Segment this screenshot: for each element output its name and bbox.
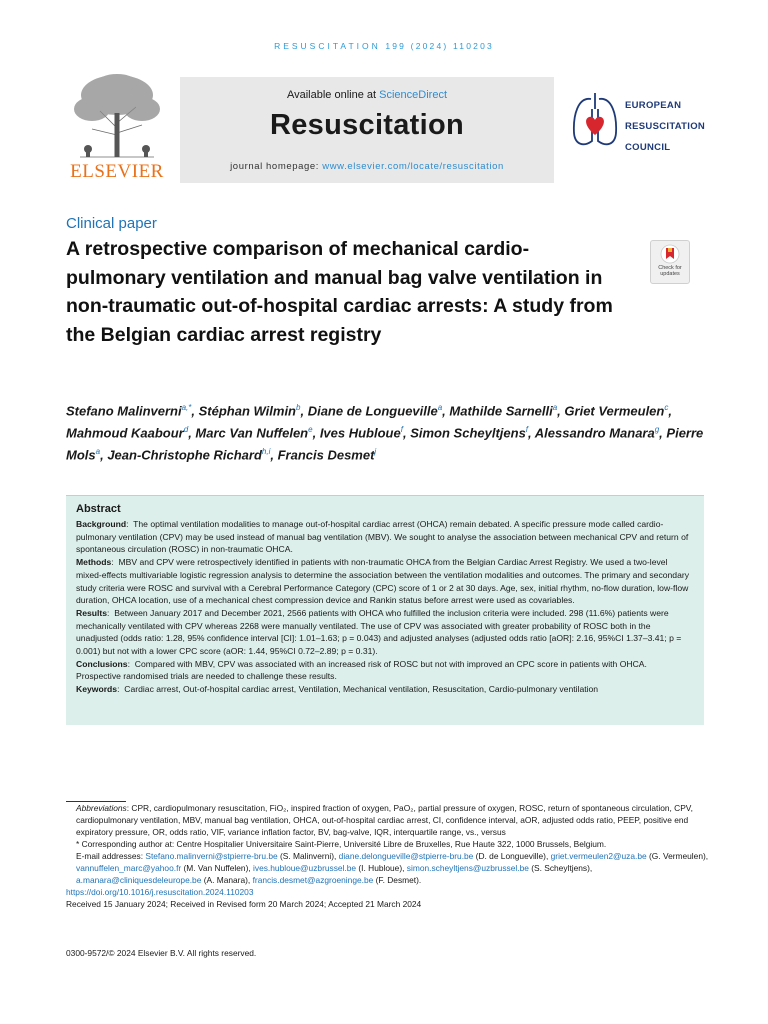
affiliation-marker[interactable]: f — [525, 424, 529, 434]
received-dates: Received 15 January 2024; Received in Revised form 20 March 2024; Accepted 21 March 2024 — [66, 899, 422, 909]
masthead — [66, 73, 710, 188]
abstract-box — [66, 495, 704, 725]
keywords-label: Keywords — [76, 684, 118, 695]
email-owner: (I. Hubloue), — [358, 863, 405, 873]
conclusions-text: Compared with MBV, CPV was associated with an increased risk of ROSC but not with improved an CPC score in patients with OHCA. Prospective randomised trials are needed to challenge these results. — [76, 658, 647, 682]
email-owner: (F. Desmet). — [375, 875, 422, 885]
email-addresses — [66, 850, 710, 886]
abstract-results: Results: Between January 2017 and December 2021, 2566 patients with OHCA who fulfilled the inclusion criteria were included. 298 (11.6%) patients were mechanically ventilated with CPV whereas 2268 were manually ventilated. The use of CPV was associated with greater probability of ROSC both in the unadjusted (odds ratio: 1.28, 95% confidence interval [CI]: 1.01–1.63; p = 0.043) and adjusted analyses (adjusted odds ratio [aOR]: 2.16, 95%CI 1.37–3.41; p = 0.001) but not with a lower CPC score (aOR: 1.44, 95%CI 0.72–2.89; p = 0.31). — [76, 607, 682, 657]
copyright-notice: 0300-9572/© 2024 Elsevier B.V. All rights reserved. — [66, 948, 257, 958]
abbreviations-footnote: Abbreviations: CPR, cardiopulmonary resuscitation, FiO₂, inspired fraction of oxygen, PaO₂, partial pressure of oxygen, ROSC, return of spontaneous circulation, CPV, cardiopulmonary ventilation, MBV, manual bag ventilation, OHCA, out-of-hospital cardiac arrest, CI, confidence interval, aOR, adjusted odds ratio, PEEP, positive end expiratory pressure, OR, odds ratio, VIF, variance inflation factor, BV, bag-valve, IQR, interquartile range, vs., versus — [76, 803, 693, 837]
abstract-background: Background: The optimal ventilation modalities to manage out-of-hospital cardiac arrest (OHCA) remain debated. A specific pressure mode called cardio-pulmonary ventilation (CPV) may be used instead of manual bag ventilation (MBV). We sought to analyse the association between mechanical CPV and return of spontaneous circulation (ROSC) in non-traumatic OHCA. — [76, 519, 689, 555]
abbreviations-label: Abbreviations — [76, 803, 127, 813]
erc-logo[interactable] — [570, 87, 710, 157]
author-name: Diane de Longueville — [307, 403, 438, 419]
running-head-volume: 199 (2024) 110203 — [385, 41, 494, 51]
affiliation-marker[interactable]: a,* — [181, 403, 192, 412]
email-link[interactable]: francis.desmet@azgroeninge.be — [252, 875, 374, 885]
lungs-heart-icon — [570, 87, 620, 153]
email-owner: (S. Scheyltjens), — [531, 863, 593, 873]
homepage-link[interactable]: www.elsevier.com/locate/resuscitation — [322, 161, 504, 172]
results-text: Between January 2017 and December 2021, 2566 patients with OHCA who fulfilled the inclusion criteria were included. 298 (11.6%) patients were mechanically ventilated with CPV whereas 2268 were manually ventilated. The use of CPV was associated with greater probability of ROSC both in the unadjusted (odds ratio: 1.28, 95% confidence interval [CI]: 1.01–1.63; p = 0.043) and adjusted analyses (adjusted odds ratio [aOR]: 2.16, 95%CI 1.37–3.41; p = 0.001) but not with a lower CPC score (aOR: 1.44, 95%CI 0.72–2.89; p = 0.31). — [76, 607, 682, 657]
author-name: Ives Hubloue — [319, 425, 401, 441]
erc-line: COUNCIL — [625, 142, 671, 153]
email-link[interactable]: diane.delongueville@stpierre-bru.be — [338, 851, 474, 861]
author-name: Simon Scheyltjens — [410, 425, 526, 441]
affiliation-marker[interactable]: f — [400, 424, 403, 434]
running-head — [0, 41, 768, 51]
email-link[interactable]: griet.vermeulen2@uza.be — [550, 851, 647, 861]
affiliation-marker[interactable]: d — [183, 424, 189, 434]
author-list: Stefano Malinverni$^{a,*}$, Stéphan Wilmin$^b$, Diane de Longueville$^a$, Mathilde Sarnelli$^a$, Griet Vermeulen$^c$, Mahmoud Kaabour$^d$, Marc Van Nuffelen$^e$, Ives Hubloue$^f$, Simon Scheyltjens$^f$, Alessandro Manara$^g$, Pierre Mols$^a$, Jean-Christophe Richard$^{h,i}$, Francis Desmet$^j$ — [66, 403, 704, 462]
email-link[interactable]: vannuffelen_marc@yahoo.fr — [76, 863, 182, 873]
email-link[interactable]: a.manara@cliniquesdeleurope.be — [76, 875, 202, 885]
affiliation-marker[interactable]: e — [308, 424, 313, 434]
homepage-prefix: journal homepage: — [230, 161, 319, 172]
paper-type: Clinical paper — [66, 215, 157, 232]
running-head-journal: RESUSCITATION — [274, 41, 381, 51]
footnotes — [66, 802, 710, 910]
email-link[interactable]: simon.scheyltjens@uzbrussel.be — [406, 863, 529, 873]
journal-title: Resuscitation — [269, 109, 465, 141]
affiliation-marker[interactable]: b — [296, 403, 301, 412]
check-updates-label: Check for updates — [658, 265, 682, 277]
affiliation-marker[interactable]: a — [552, 403, 558, 412]
affiliation-marker[interactable]: g — [654, 424, 660, 434]
results-label: Results — [76, 607, 108, 618]
author-name: Mathilde Sarnelli — [449, 403, 553, 419]
author-name: Griet Vermeulen — [564, 403, 665, 419]
conclusions-label: Conclusions — [76, 658, 128, 669]
abstract-heading: Abstract — [76, 503, 121, 515]
affiliation-marker[interactable]: a — [437, 403, 443, 412]
email-owner: (A. Manara), — [203, 875, 251, 885]
affiliation-marker[interactable]: j — [374, 446, 377, 456]
author-name: Stéphan Wilmin — [198, 403, 296, 419]
bookmark-icon — [660, 244, 680, 264]
background-label: Background — [76, 519, 127, 529]
doi-link[interactable]: https://doi.org/10.1016/j.resuscitation.2024.110203 — [66, 887, 254, 897]
author-name: Alessandro Manara — [534, 425, 655, 441]
author-name: Stefano Malinverni — [66, 403, 182, 419]
affiliation-marker[interactable]: c — [664, 403, 669, 412]
methods-text: MBV and CPV were retrospectively identified in patients with non-traumatic OHCA from the Belgian Cardiac Arrest Registry. We used a two-level mixed-effects multivariable logistic regression analysis to determine the association between the ventilation modalities and outcomes. The primary and secondary study criteria were ROSC and survival with a Cerebral Performance Category (CPC) score of 1 or 2 at 30 days. Age, sex, initial rhythm, no-flow duration, low-flow duration, OHCA location, use of a mechanical chest compression device and Rankin status before arrest were used as covariables. — [76, 557, 690, 606]
affiliation-marker[interactable]: h,i — [261, 446, 271, 456]
available-prefix: Available online at — [286, 89, 377, 101]
journal-banner — [180, 77, 554, 183]
check-for-updates-badge[interactable] — [650, 240, 690, 284]
keywords-text: Cardiac arrest, Out-of-hospital cardiac arrest, Ventilation, Mechanical ventilation, Resuscitation, Cardio-pulmonary ventilation — [124, 684, 599, 695]
email-label: E-mail addresses: — [76, 851, 144, 861]
sciencedirect-link[interactable]: ScienceDirect — [379, 89, 447, 101]
email-owner: (S. Malinverni), — [280, 851, 337, 861]
email-owner: (G. Vermeulen), — [648, 851, 709, 861]
elsevier-wordmark: ELSEVIER — [70, 161, 164, 182]
email-owner: (M. Van Nuffelen), — [183, 863, 251, 873]
corresponding-author: * Corresponding author at: Centre Hospitalier Universitaire Saint-Pierre, Université Libre de Bruxelles, Rue Haute 322, 1000 Brussels, Belgium. — [76, 839, 607, 849]
author-name: Pierre Mols — [66, 425, 704, 462]
paper-title: A retrospective comparison of mechanical cardio-pulmonary ventilation and manual bag valve ventilation in non-traumatic out-of-hospital cardiac arrests: A study from the Belgian cardiac arrest registry — [66, 238, 613, 346]
abstract-methods: Methods: MBV and CPV were retrospectively identified in patients with non-traumatic OHCA from the Belgian Cardiac Arrest Registry. We used a two-level mixed-effects multivariable logistic regression analysis to determine the association between the ventilation modalities and outcomes. The primary and secondary study criteria were ROSC and survival with a Cerebral Performance Category (CPC) score of 1 or 2 at 30 days. Age, sex, initial rhythm, no-flow duration, low-flow duration, OHCA location, use of a mechanical chest compression device and Rankin status before arrest were used as covariables. — [76, 557, 690, 606]
methods-label: Methods — [76, 557, 112, 568]
erc-wordmark — [625, 95, 705, 158]
author-name: Francis Desmet — [277, 446, 375, 462]
email-link[interactable]: Stefano.malinverni@stpierre-bru.be — [145, 851, 278, 861]
available-online — [180, 89, 554, 101]
abstract-conclusions: Conclusions: Compared with MBV, CPV was associated with an increased risk of ROSC but not with improved an CPC score in patients with OHCA. Prospective randomised trials are needed to challenge these results. — [76, 658, 647, 682]
elsevier-tree-icon — [70, 73, 164, 159]
background-text: The optimal ventilation modalities to manage out-of-hospital cardiac arrest (OHCA) remain debated. A specific pressure mode called cardio-pulmonary ventilation (CPV) may be used instead of manual bag ventilation (MBV). We sought to analyse the association between mechanical CPV and return of spontaneous circulation (ROSC) in non-traumatic OHCA. — [76, 519, 689, 555]
abbreviations-text: CPR, cardiopulmonary resuscitation, FiO₂, inspired fraction of oxygen, PaO₂, partial pressure of oxygen, ROSC, return of spontaneous circulation, CPV, cardiopulmonary ventilation, MBV, manual bag ventilation, OHCA, out-of-hospital cardiac arrest, CI, confidence interval, aOR, adjusted odds ratio, PEEP, positive end expiratory pressure, OR, odds ratio, VIF, variance inflation factor, BV, bag-valve, IQR, interquartile range, vs., versus — [76, 803, 693, 837]
email-owner: (D. de Longueville), — [475, 851, 549, 861]
author-name: Marc Van Nuffelen — [195, 425, 309, 441]
author-name: Mahmoud Kaabour — [66, 425, 184, 441]
erc-line: RESUSCITATION — [625, 121, 706, 132]
affiliation-marker[interactable]: a — [95, 446, 101, 456]
author-name: Jean-Christophe Richard — [107, 446, 262, 462]
erc-line: EUROPEAN — [625, 100, 682, 111]
abstract-keywords: Keywords: Cardiac arrest, Out-of-hospital cardiac arrest, Ventilation, Mechanical ventilation, Resuscitation, Cardio-pulmonary ventilation — [76, 684, 599, 695]
elsevier-logo[interactable] — [66, 73, 168, 181]
email-link[interactable]: ives.hubloue@uzbrussel.be — [253, 863, 357, 873]
journal-homepage — [180, 161, 554, 172]
